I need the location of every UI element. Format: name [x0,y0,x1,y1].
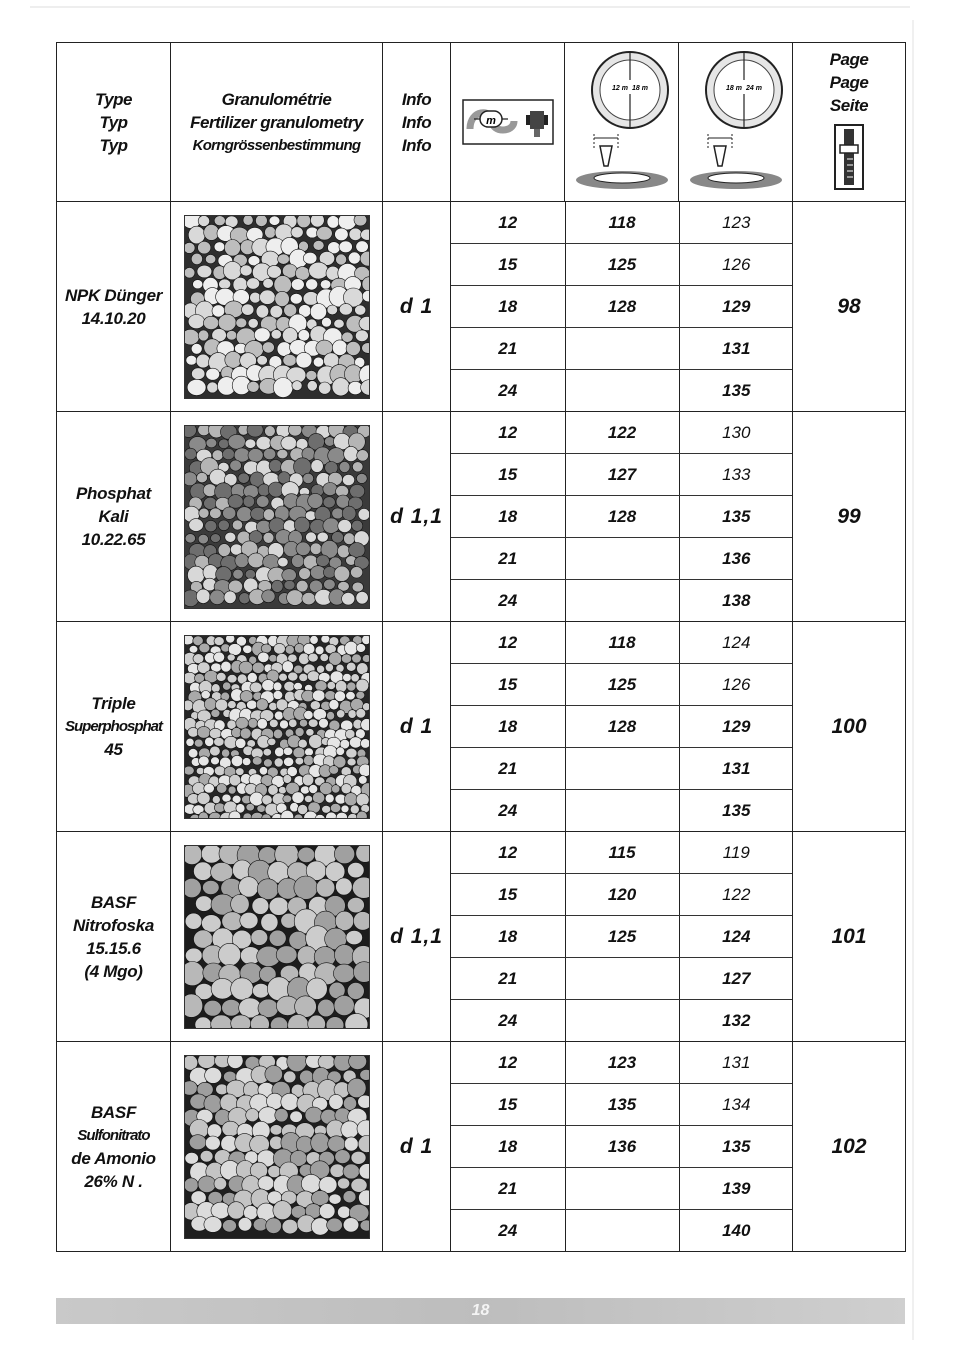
setting-12-18-value [565,748,679,790]
working-width-value: 15 [451,664,565,706]
type-line: Triple [91,694,136,713]
setting-row [451,202,793,244]
header-row [57,43,906,202]
setting-18-24-value: 119 [679,832,793,874]
setting-row [451,790,793,832]
working-width-value: 24 [498,1010,518,1030]
spread-disc-icon [686,48,786,196]
working-width-value: 18 [451,706,565,748]
header-info-2: Info [401,112,432,132]
fertilizer-row [57,832,906,1042]
type-line: 15.15.6 [86,938,141,958]
type-line: Superphosphat [64,718,162,735]
working-width-value: 21 [451,538,565,580]
page-reference[interactable]: 99 [793,412,906,622]
setting-18-24-value: 135 [679,790,793,832]
settings-cell [451,1042,793,1252]
settings-cell [451,832,793,1042]
page-reference[interactable]: 100 [793,622,906,832]
setting-18-24-value: 129 [679,286,793,328]
header-working-width [451,43,565,202]
header-page [793,43,906,202]
setting-12-18-value: 135 [565,1084,679,1126]
setting-row [451,370,793,412]
type-line: (4 Mgo) [84,961,143,981]
working-width-value: 12 [451,412,565,454]
header-info-3: Info [401,135,432,155]
setting-12-18-value: 118 [565,622,679,664]
working-width-value: 15 [451,454,565,496]
granulometry-cell [171,622,383,832]
setting-18-24-value: 122 [679,874,793,916]
setting-12-18-value [565,958,679,1000]
setting-18-24-value: 135 [679,370,793,412]
setting-12-18-value: 125 [565,916,679,958]
working-width-value: 15 [451,1084,565,1126]
setting-18-24-value: 123 [679,202,793,244]
working-width-value: 12 [451,832,565,874]
granulometry-cell [171,832,383,1042]
setting-18-24-value: 129 [679,706,793,748]
setting-12-18-value: 123 [565,1042,679,1084]
spread2-a: 18 m [725,85,742,92]
type-line: BASF [90,892,137,912]
setting-12-18-value [565,580,679,622]
setting-12-18-value [565,1000,679,1042]
settings-subtable [451,1042,793,1251]
type-line: de Amonio [71,1148,156,1168]
type-line: 10.22.65 [81,530,146,549]
setting-row [451,832,793,874]
setting-18-24-value: 132 [679,1000,793,1042]
adjustment-scale-icon [829,123,869,193]
type-cell [57,622,171,832]
setting-12-18-value: 125 [565,244,679,286]
spread1-a: 12 m [611,85,628,92]
setting-18-24-value: 140 [679,1210,793,1252]
type-line: 26% N . [84,1171,143,1191]
type-cell [57,832,171,1042]
type-line: Nitrofoska [72,915,155,935]
setting-12-18-value: 128 [565,286,679,328]
setting-18-24-value: 135 [679,1126,793,1168]
setting-12-18-value: 136 [565,1126,679,1168]
setting-18-24-value: 131 [679,1042,793,1084]
working-width-value: 24 [498,380,518,400]
setting-18-24-value: 130 [679,412,793,454]
setting-row [451,496,793,538]
setting-12-18-value: 127 [565,454,679,496]
fertilizer-row [57,412,906,622]
working-width-value: 24 [498,800,518,820]
setting-row [451,580,793,622]
page-reference[interactable]: 102 [793,1042,906,1252]
scan-edge [912,20,914,1340]
header-spread-18-24 [679,43,793,202]
working-width-value: 18 [451,916,565,958]
granule-photo-npk [184,215,370,399]
setting-row [451,538,793,580]
setting-18-24-value: 126 [679,244,793,286]
type-cell [57,412,171,622]
setting-12-18-value [565,1168,679,1210]
type-line: NPK Dünger [64,285,163,305]
type-line: Sulfonitrato [77,1126,150,1144]
working-width-value: 18 [451,496,565,538]
granule-photo-nitrofoska [184,845,370,1029]
header-gran-fr: Granulométrie [221,89,332,109]
type-line: 14.10.20 [81,308,146,328]
settings-cell [451,622,793,832]
working-width-value: 15 [451,874,565,916]
setting-row [451,1084,793,1126]
setting-18-24-value: 134 [679,1084,793,1126]
fertilizer-row [57,1042,906,1252]
setting-row [451,622,793,664]
header-granulometry [171,43,383,202]
setting-12-18-value: 128 [565,496,679,538]
type-cell [57,202,171,412]
working-width-value: 24 [498,1220,518,1240]
setting-18-24-value: 138 [679,580,793,622]
scan-edge [30,6,910,8]
info-cell: d 1 [383,202,451,412]
setting-row [451,328,793,370]
setting-row [451,748,793,790]
settings-cell [451,412,793,622]
header-gran-en: Fertilizer granulometry [190,112,363,132]
type-line: Kali [98,507,129,526]
spread2-b: 24 m [745,85,762,92]
working-width-value: 18 [451,1126,565,1168]
setting-18-24-value: 135 [679,496,793,538]
setting-row [451,664,793,706]
setting-row [451,874,793,916]
granulometry-cell [171,202,383,412]
setting-row [451,958,793,1000]
type-line: Phosphat [75,484,152,503]
setting-row [451,1126,793,1168]
header-gran-de: Korngrössenbestimmung [192,136,361,154]
setting-12-18-value: 118 [565,202,679,244]
setting-row [451,454,793,496]
setting-row [451,1042,793,1084]
setting-row [451,1000,793,1042]
header-type-en: Typ [99,112,128,132]
header-info [383,43,451,202]
setting-18-24-value: 127 [679,958,793,1000]
setting-12-18-value: 115 [565,832,679,874]
type-line: BASF [90,1102,137,1122]
working-width-value: 12 [451,622,565,664]
page-reference[interactable]: 101 [793,832,906,1042]
settings-subtable [451,832,793,1041]
granule-photo-sulfonitrato [184,1055,370,1239]
spread-disc-icon [572,48,672,196]
header-page-fr: Page [829,49,869,69]
type-cell [57,1042,171,1252]
setting-18-24-value: 136 [679,538,793,580]
working-width-value: 21 [451,748,565,790]
setting-row [451,916,793,958]
svg-text:m: m [485,115,496,127]
setting-12-18-value [565,1210,679,1252]
setting-18-24-value: 126 [679,664,793,706]
fertilizer-row [57,202,906,412]
settings-subtable [451,622,793,831]
working-width-value: 21 [451,1168,565,1210]
header-type-de: Typ [99,135,128,155]
header-page-en: Page [829,72,869,92]
setting-12-18-value [565,370,679,412]
working-width-value: 12 [451,1042,565,1084]
setting-row [451,412,793,454]
working-width-value: 21 [451,328,565,370]
setting-row [451,1210,793,1252]
setting-12-18-value: 122 [565,412,679,454]
info-cell: d 1 [383,622,451,832]
header-type [57,43,171,202]
setting-18-24-value: 131 [679,748,793,790]
spread1-b: 18 m [631,85,648,92]
setting-12-18-value [565,790,679,832]
working-width-value: 21 [451,958,565,1000]
settings-cell [451,202,793,412]
fertilizer-row [57,622,906,832]
setting-18-24-value: 124 [679,622,793,664]
working-width-value: 24 [498,590,518,610]
working-width-value: 15 [451,244,565,286]
setting-row [451,244,793,286]
header-page-de: Seite [829,95,869,115]
footer-page-number: 18 [471,1302,490,1319]
header-info-1: Info [401,89,432,109]
granulometry-cell [171,1042,383,1252]
granulometry-cell [171,412,383,622]
page-reference[interactable]: 98 [793,202,906,412]
settings-subtable [451,202,793,411]
setting-18-24-value: 131 [679,328,793,370]
header-spread-12-18 [565,43,679,202]
granule-photo-superphosphat [184,635,370,819]
info-cell: d 1,1 [383,832,451,1042]
setting-12-18-value: 120 [565,874,679,916]
setting-12-18-value [565,328,679,370]
info-cell: d 1 [383,1042,451,1252]
working-width-icon [462,99,554,145]
info-cell: d 1,1 [383,412,451,622]
footer-bar [56,1298,905,1324]
setting-18-24-value: 133 [679,454,793,496]
granule-photo-phosphat [184,425,370,609]
setting-12-18-value: 125 [565,664,679,706]
working-width-value: 18 [451,286,565,328]
setting-row [451,286,793,328]
settings-subtable [451,412,793,621]
setting-18-24-value: 139 [679,1168,793,1210]
setting-row [451,706,793,748]
working-width-value: 12 [451,202,565,244]
setting-12-18-value [565,538,679,580]
header-type-fr: Type [94,89,133,109]
fertilizer-table [56,42,906,1252]
setting-row [451,1168,793,1210]
setting-12-18-value: 128 [565,706,679,748]
type-line: 45 [104,740,123,759]
setting-18-24-value: 124 [679,916,793,958]
